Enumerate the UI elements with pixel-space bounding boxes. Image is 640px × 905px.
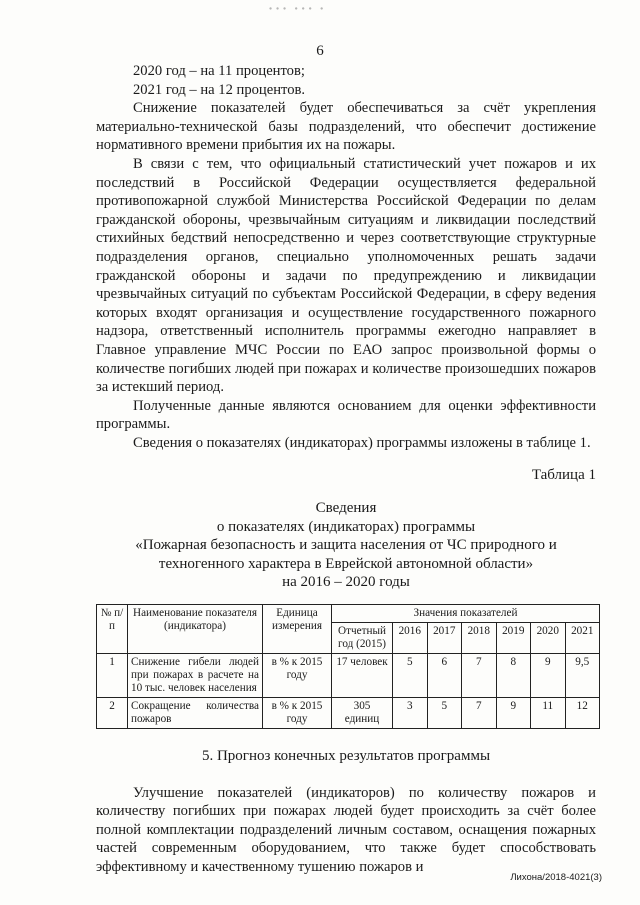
table-row (97, 698, 600, 729)
heading-line-5: на 2016 – 2020 годы (282, 574, 410, 591)
header-values: Значения показателей (332, 605, 600, 623)
row-value: 12 (565, 698, 600, 729)
row-value: 3 (393, 698, 428, 729)
row-value: 11 (531, 698, 566, 729)
header-year: 2016 (393, 623, 428, 654)
footer-doc-code: Лихона/2018-4021(3) (510, 872, 602, 883)
header-year: 2017 (427, 623, 462, 654)
row-num: 2 (97, 698, 128, 729)
header-report: Отчетный год (2015) (332, 623, 393, 654)
header-name: Наименование показателя (индикатора) (128, 605, 263, 654)
section-title: 5. Прогноз конечных результатов программы (201, 748, 491, 765)
row-value: 7 (462, 698, 497, 729)
page-number: 6 (316, 43, 324, 59)
line-2021: 2021 год – на 12 процентов. (133, 81, 306, 98)
table-label: Таблица 1 (531, 467, 596, 484)
row-value: 5 (393, 654, 428, 698)
heading-line-3: «Пожарная безопасность и защита населения от ЧС природного и (135, 537, 557, 554)
paragraph-forecast: Улучшение показателей (индикаторов) по количеству пожаров и количеству погибших при пожарах людей будет происходить за счёт более полной комплектации подразделений личным составом, оснащения пожарных частей современным оборудованием, что также будет способствовать эффективному и качественному тушению пожаров и (96, 784, 596, 875)
indicators-table (96, 604, 600, 729)
row-unit: в % к 2015 году (263, 698, 332, 729)
line-2020: 2020 год – на 11 процентов; (133, 63, 305, 79)
header-year: 2021 (565, 623, 600, 654)
paragraph-table-ref: Сведения о показателях (индикаторах) программы изложены в таблице 1. (133, 434, 591, 451)
row-value: 9,5 (565, 654, 600, 698)
row-unit: в % к 2015 году (263, 654, 332, 698)
header-year: 2020 (531, 623, 566, 654)
paragraph-reduction: Снижение показателей будет обеспечиваться за счёт укрепления материально-технической базы подразделений, что обеспечит достижение нормативного времени прибытия их на пожары. (96, 100, 596, 154)
document-body (96, 62, 596, 877)
header-year: 2018 (462, 623, 497, 654)
paragraph-statistics: В связи с тем, что официальный статистический учет пожаров и их последствий в Российской Федерации осуществляется федеральной противопожарной службой Министерства Российской Федерации по делам гражданской обороны, чрезвычайным ситуациям и ликвидации последствий стихийных бедствий непосредственно и через соответствующие структурные подразделения органов, специально уполномоченных решать задачи гражданской обороны и задачи по предупреждению и ликвидации чрезвычайных ситуаций по субъектам Российской Федерации, в сферу ведения которых входят организация и осуществление государственного пожарного надзора, ответственный исполнитель программы ежегодно направляет в Главное управление МЧС России по ЕАО запрос произвольной формы о количестве погибших людей при пожарах и количестве произошедших пожаров за истекший период. (96, 155, 596, 396)
row-value: 8 (496, 654, 531, 698)
heading-line-2: о показателях (индикаторах) программы (216, 518, 476, 535)
row-value: 5 (427, 698, 462, 729)
row-report: 305 единиц (332, 698, 393, 729)
row-num: 1 (97, 654, 128, 698)
header-unit: Единица измерения (263, 605, 332, 654)
row-name: Снижение гибели людей при пожарах в расчете на 10 тыс. человек населения (128, 654, 263, 698)
header-num: № п/п (97, 605, 128, 654)
row-value: 9 (496, 698, 531, 729)
paragraph-data-basis: Полученные данные являются основанием для оценки эффективности программы. (96, 397, 596, 433)
row-value: 7 (462, 654, 497, 698)
header-year: 2019 (496, 623, 531, 654)
heading-line-1: Сведения (315, 500, 377, 517)
row-value: 9 (531, 654, 566, 698)
heading-line-4: техногенного характера в Еврейской автономной области» (158, 555, 534, 572)
row-name: Сокращение количества пожаров (128, 698, 263, 729)
row-report: 17 человек (332, 654, 393, 698)
row-value: 6 (427, 654, 462, 698)
scan-stamp-mark: ∙∙∙ ∙∙∙ ∙ (268, 4, 327, 13)
table-row (97, 654, 600, 698)
